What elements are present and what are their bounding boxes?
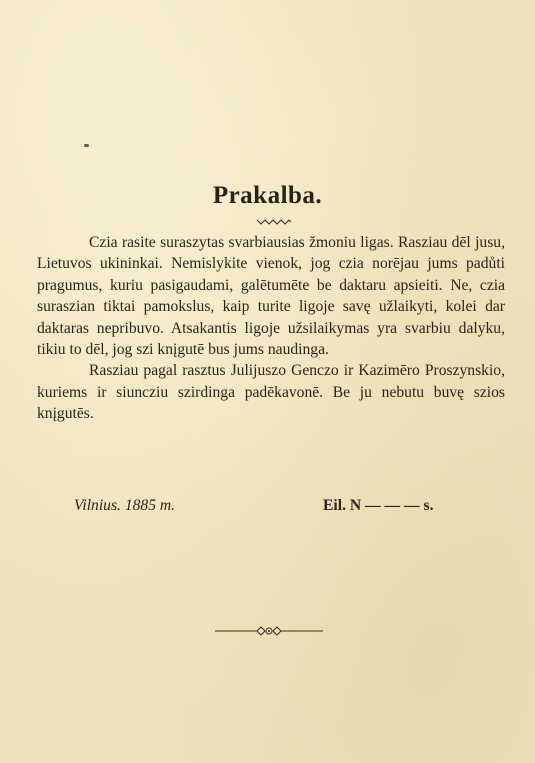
title-underline-ornament xyxy=(256,218,292,226)
end-ornament xyxy=(215,625,323,637)
ink-speck xyxy=(84,144,89,147)
page-title: Prakalba. xyxy=(212,182,323,209)
paragraph-2: Rasziau pagal rasztus Julijuszo Genczo ir Kazimēro Proszynskio, kuriems ir siuncziu szirdinga padēkavonē. Be ju nebutu buvę szios knįgutēs. xyxy=(37,362,505,423)
paragraph-1: Czia rasite suraszytas svarbiausias žmoniu ligas. Rasziau dēl jusu, Lietuvos ukininkai. Nemislykite vienok, jog czia norējau jums padůti pragumus, kuriu pasigaudami, galētumēte be daktaru apsieiti. Ne, czia suraszian tiktai pamokslus, kaip turite ligoje savę užlaikyti, kolei dar daktaras nepribuvo. Atsakantis ligoje užsilaikymas yra svarbiu dalyku, tikiu to dēl, jog szi knįgutē bus jums naudinga. xyxy=(37,234,505,359)
preface-text xyxy=(37,232,505,425)
place-date: Vilnius. 1885 m. xyxy=(74,497,176,514)
author-signature: Eil. N — — — s. xyxy=(323,497,434,514)
